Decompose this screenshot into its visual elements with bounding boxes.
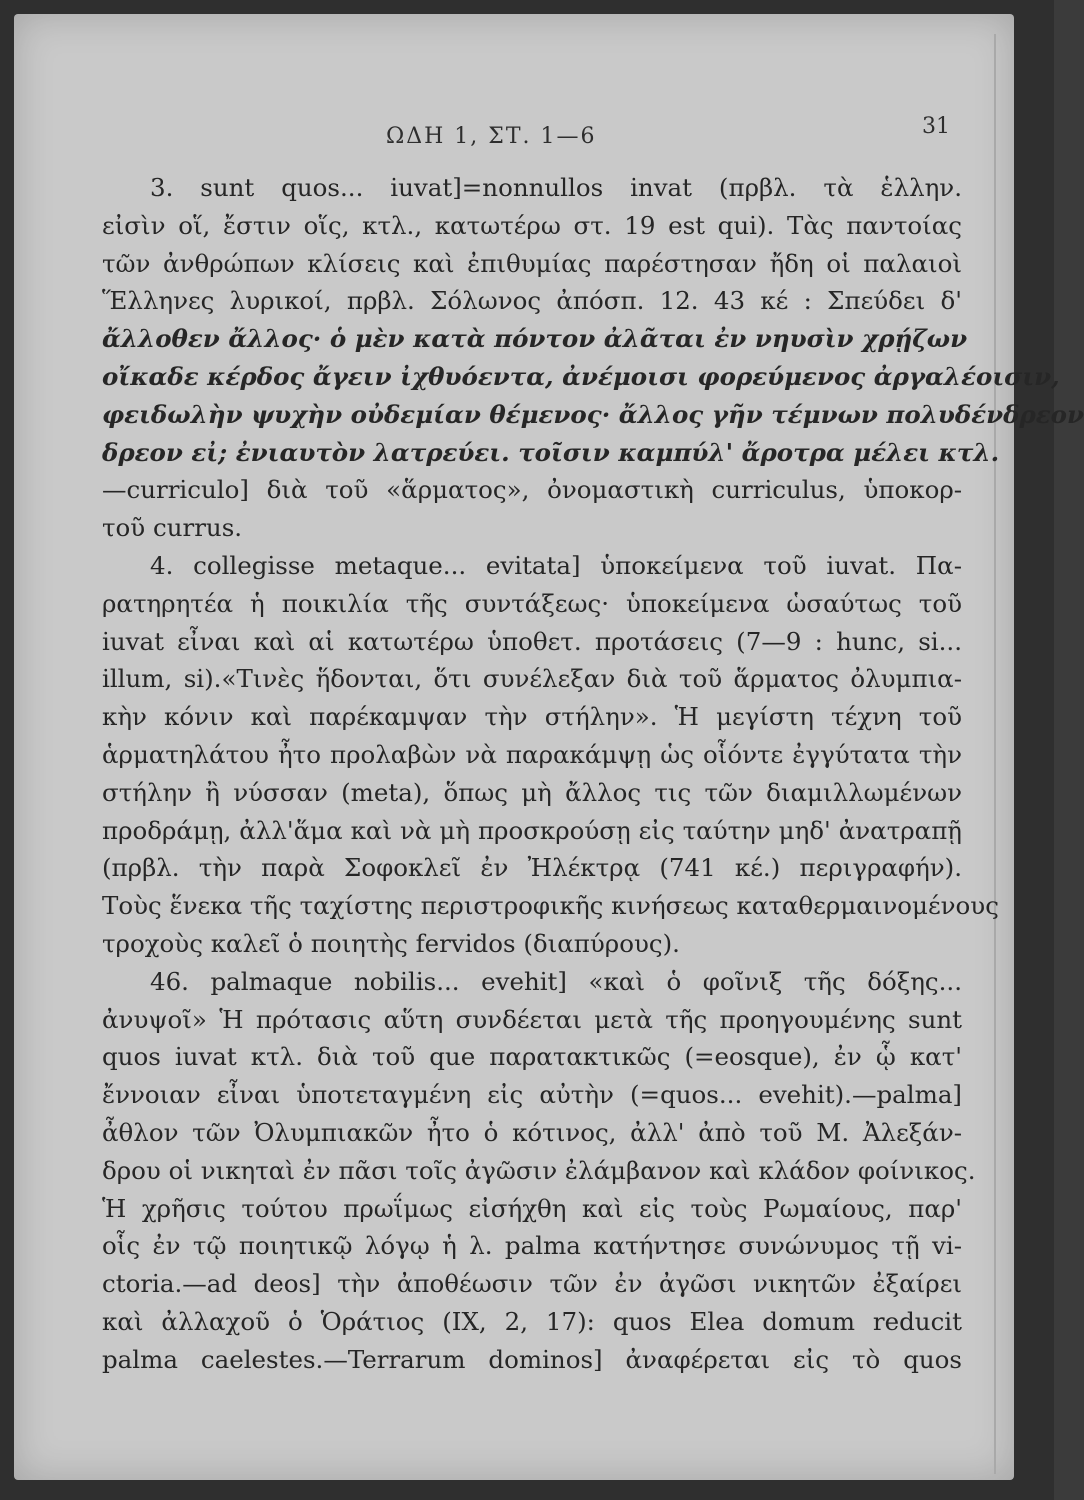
text-line: δρου οἱ νικηταὶ ἐν πᾶσι τοῖς ἀγῶσιν ἐλάμβανον καὶ κλάδον φοίνικος.	[102, 1155, 976, 1185]
text-line: δρεον εἰ; ἐνιαυτὸν λατρεύει. τοῖσιν καμπύλ' ἄροτρα μέλει κτλ.	[102, 437, 1000, 467]
book-page	[14, 14, 1084, 1480]
page-header	[14, 114, 1014, 154]
text-line: ἆθλον τῶν Ὀλυμπιακῶν ἦτο ὁ κότινος, ἀλλ' ἀπὸ τοῦ Μ. Ἀλεξάν-	[102, 1117, 962, 1147]
text-line: ἀνυψοῖ» Ἡ πρότασις αὕτη συνδέεται μετὰ τῆς προηγουμένης sunt	[102, 1004, 962, 1034]
page-number: 31	[922, 114, 950, 139]
text-line: οἷς ἐν τῷ ποιητικῷ λόγῳ ἡ λ. palma κατήντησε συνώνυμος τῇ vi-	[102, 1231, 962, 1261]
text-line: 4. collegisse metaque... evitata] ὑποκείμενα τοῦ iuvat. Πα-	[150, 550, 962, 580]
text-line: Ἡ χρῆσις τούτου πρωΐμως εἰσήχθη καὶ εἰς τοὺς Ρωμαίους, παρ'	[102, 1193, 962, 1223]
text-line: ἔννοιαν εἶναι ὑποτεταγμένη εἰς αὐτὴν (=quos... evehit).—palma]	[102, 1080, 962, 1110]
text-line: ἄλλοθεν ἄλλος· ὁ μὲν κατὰ πόντον ἀλᾶται ἐν νηυσὶν χρῄζων	[102, 324, 968, 354]
text-line: ρατηρητέα ἡ ποικιλία τῆς συντάξεως· ὑποκείμενα ὡσαύτως τοῦ	[102, 588, 962, 618]
text-line: εἰσὶν οἵ, ἔστιν οἵς, κτλ., κατωτέρω στ. 19 est qui). Τὰς παντοίας	[102, 210, 962, 240]
text-line: τῶν ἀνθρώπων κλίσεις καὶ ἐπιθυμίας παρέστησαν ἤδη οἱ παλαιοὶ	[102, 248, 962, 278]
text-line: iuvat εἶναι καὶ αἱ κατωτέρω ὑποθετ. προτάσεις (7—9 : hunc, si...	[102, 626, 962, 656]
text-line: Ἕλληνες λυρικοί, πρβλ. Σόλωνος ἀπόσπ. 12. 43 κέ : Σπεύδει δ'	[102, 286, 962, 316]
text-line: στήλην ἢ νύσσαν (meta), ὅπως μὴ ἄλλος τις τῶν διαμιλλωμένων	[102, 777, 962, 807]
text-line: προδράμῃ, ἀλλ'ἅμα καὶ νὰ μὴ προσκρούσῃ εἰς ταύτην μηδ' ἀνατραπῇ	[102, 815, 962, 845]
text-line: —curriculo] διὰ τοῦ «ἅρματος», ὀνομαστικὴ curriculus, ὑποκορ-	[102, 475, 962, 505]
text-line: φειδωλὴν ψυχὴν οὐδεμίαν θέμενος· ἄλλος γῆν τέμνων πολυδένδρεον	[102, 399, 1084, 429]
text-line: οἴκαδε κέρδος ἄγειν ἰχθυόεντα, ἀνέμοισι φορεύμενος ἀργαλέοισιν,	[102, 361, 1060, 391]
text-line: Τοὺς ἕνεκα τῆς ταχίστης περιστροφικῆς κινήσεως καταθερμαινομένους	[102, 891, 999, 921]
text-line: 46. palmaque nobilis... evehit] «καὶ ὁ φοῖνιξ τῆς δόξης...	[150, 966, 962, 996]
commentary-text	[102, 169, 1084, 1379]
text-line: quos iuvat κτλ. διὰ τοῦ que παρατακτικῶς (=eosque), ἐν ᾧ κατ'	[102, 1042, 962, 1072]
text-line: (πρβλ. τὴν παρὰ Σοφοκλεῖ ἐν Ἠλέκτρᾳ (741 κέ.) περιγραφήν).	[102, 853, 962, 883]
running-head: ΩΔΗ 1, ΣΤ. 1—6	[386, 124, 597, 149]
text-line: ἁρματηλάτου ἦτο προλαβὼν νὰ παρακάμψῃ ὡς οἷόντε ἐγγύτατα τὴν	[102, 739, 962, 769]
text-line: 3. sunt quos... iuvat]=nonnullos invat (πρβλ. τὰ ἑλλην.	[150, 173, 962, 202]
text-line: palma caelestes.—Terrarum dominos] ἀναφέρεται εἰς τὸ quos	[102, 1344, 962, 1374]
text-line: τροχοὺς καλεῖ ὁ ποιητὴς fervidos (διαπύρους).	[102, 928, 680, 958]
text-line: τοῦ currus.	[102, 513, 243, 543]
text-line: καὶ ἀλλαχοῦ ὁ Ὁράτιος (IX, 2, 17): quos Elea domum reducit	[102, 1306, 962, 1336]
text-line: ctoria.—ad deos] τὴν ἀποθέωσιν τῶν ἐν ἀγῶσι νικητῶν ἐξαίρει	[102, 1269, 962, 1299]
text-line: illum, si).«Τινὲς ἥδονται, ὅτι συνέλεξαν διὰ τοῦ ἅρματος ὀλυμπια-	[102, 664, 962, 694]
text-line: κὴν κόνιν καὶ παρέκαμψαν τὴν στήλην». Ἡ μεγίστη τέχνη τοῦ	[102, 702, 962, 732]
page-edge	[994, 34, 1006, 1474]
